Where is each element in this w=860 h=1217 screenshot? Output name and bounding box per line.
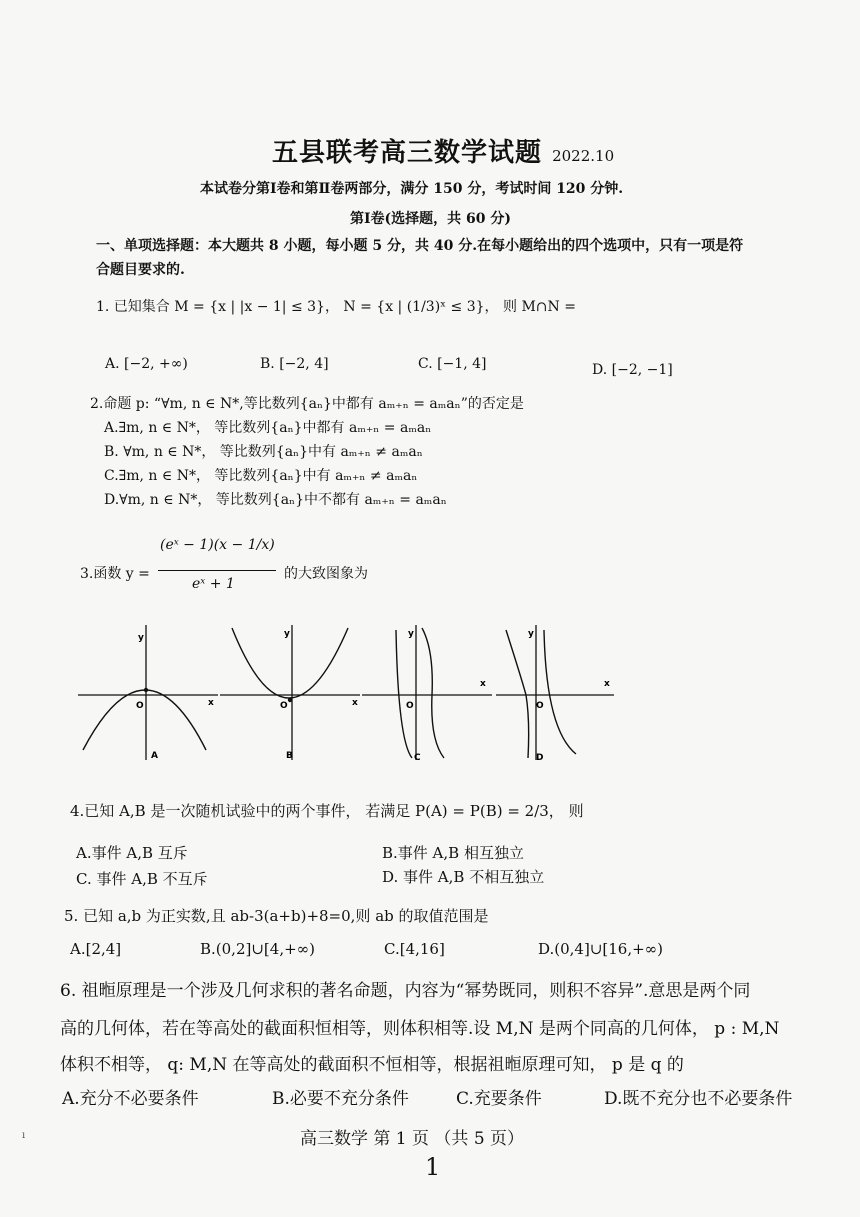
graph-b-x-label: x [352, 698, 358, 708]
graph-d [496, 620, 636, 760]
question-5-option-d: D.(0,4]∪[16,+∞) [538, 940, 664, 958]
question-4-option-c: C. 事件 A,B 不互斥 [76, 870, 208, 888]
question-1-option-d: D. [−2, −1] [592, 362, 673, 378]
question-6-option-a: A.充分不必要条件 [62, 1089, 199, 1109]
graph-a-label: A [151, 751, 158, 760]
graph-c-label: C [414, 753, 421, 760]
graph-d-label: D [536, 753, 544, 760]
question-5-option-b: B.(0,2]∪[4,+∞) [200, 940, 315, 958]
graph-b-y-label: y [284, 629, 290, 639]
question-1-option-b: B. [−2, 4] [260, 356, 329, 372]
question-6-option-b: B.必要不充分条件 [272, 1089, 409, 1109]
graph-d-y-label: y [528, 629, 534, 639]
question-1-option-c: C. [−1, 4] [418, 356, 487, 372]
question-5-option-c: C.[4,16] [384, 940, 445, 958]
question-6-line-1: 6. 祖暅原理是一个涉及几何求积的著名命题，内容为“幂势既同，则积不容异”.意思是两个同 [60, 981, 751, 1001]
question-6-line-3: 体积不相等， q: M,N 在等高处的截面积不恒相等，根据祖暅原理可知， p 是 q 的 [60, 1055, 684, 1075]
question-6-option-d: D.既不充分也不必要条件 [604, 1089, 793, 1109]
fraction-bar [158, 570, 276, 571]
margin-mark: ı [22, 1130, 26, 1141]
graph-c-x-label: x [480, 679, 486, 689]
graph-c [362, 620, 502, 760]
graph-b-label: B [286, 751, 293, 760]
question-4-option-d: D. 事件 A,B 不相互独立 [382, 868, 545, 886]
question-2-option-c: C.∃m, n ∈ N*， 等比数列{aₙ}中有 aₘ₊ₙ ≠ aₘaₙ [104, 468, 418, 484]
question-2-stem: 2.命题 p: “∀m, n ∈ N*,等比数列{aₙ}中都有 aₘ₊ₙ = aₘaₙ”的否定是 [90, 396, 524, 412]
section-heading: 一、单项选择题：本大题共 8 小题，每小题 5 分，共 40 分.在每小题给出的四个选项中，只有一项是符合题目要求的. [96, 238, 744, 278]
question-4-option-a: A.事件 A,B 互斥 [76, 844, 188, 862]
question-1-stem: 1. 已知集合 M = {x | |x − 1| ≤ 3}， N = {x | (1/3)ˣ ≤ 3}， 则 M∩N = [96, 299, 576, 315]
question-5-option-a: A.[2,4] [70, 940, 122, 958]
question-4-stem: 4.已知 A,B 是一次随机试验中的两个事件， 若满足 P(A) = P(B) = 2/3， 则 [70, 802, 584, 820]
question-3-suffix: 的大致图象为 [284, 566, 368, 582]
exam-title [272, 132, 614, 169]
page-number: 1 [425, 1153, 441, 1181]
graph-c-origin-label: O [406, 701, 414, 711]
graph-d-x-label: x [604, 679, 610, 689]
graph-c-y-label: y [408, 629, 414, 639]
part-heading: 第Ⅰ卷(选择题，共 60 分) [350, 211, 512, 227]
question-3-numerator: (eˣ − 1)(x − 1/x) [160, 537, 275, 553]
question-2-option-b: B. ∀m, n ∈ N*， 等比数列{aₙ}中有 aₘ₊ₙ ≠ aₘaₙ [104, 444, 423, 460]
question-1-option-a: A. [−2, +∞) [105, 356, 188, 372]
question-4-option-b: B.事件 A,B 相互独立 [382, 844, 524, 862]
question-2-option-a: A.∃m, n ∈ N*， 等比数列{aₙ}中都有 aₘ₊ₙ = aₘaₙ [104, 420, 432, 436]
exam-date: 2022.10 [552, 147, 615, 165]
graph-a-origin-label: O [136, 701, 144, 711]
question-6-line-2: 高的几何体，若在等高处的截面积恒相等，则体积相等.设 M,N 是两个同高的几何体， p : M,N [60, 1019, 780, 1039]
graph-a-x-label: x [208, 698, 214, 708]
exam-intro: 本试卷分第Ⅰ卷和第Ⅱ卷两部分，满分 150 分，考试时间 120 分钟. [200, 181, 624, 197]
exam-title-text: 五县联考高三数学试题 [272, 138, 543, 168]
question-6-option-c: C.充要条件 [456, 1089, 542, 1109]
graph-a [78, 620, 218, 760]
page-footer: 高三数学 第 1 页 （共 5 页） [300, 1129, 525, 1149]
question-2-option-d: D.∀m, n ∈ N*， 等比数列{aₙ}中不都有 aₘ₊ₙ = aₘaₙ [104, 492, 447, 508]
graph-d-origin-label: O [536, 701, 544, 711]
question-5-stem: 5. 已知 a,b 为正实数,且 ab-3(a+b)+8=0,则 ab 的取值范围是 [64, 907, 489, 925]
graph-b-origin-label: O [280, 701, 288, 711]
question-3-prefix: 3.函数 y = [80, 566, 150, 582]
graph-b [220, 620, 360, 760]
graph-a-y-label: y [138, 633, 144, 643]
question-3-denominator: eˣ + 1 [192, 576, 235, 592]
